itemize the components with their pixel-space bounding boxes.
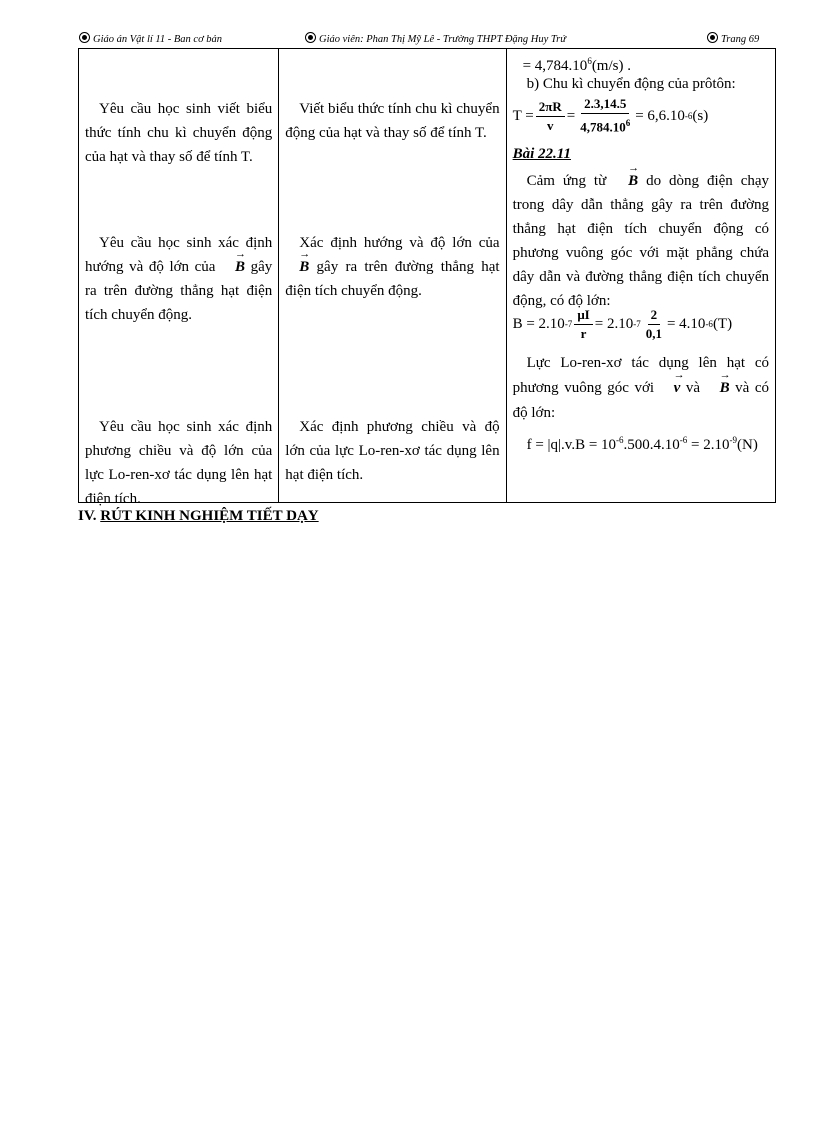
bullet-icon (707, 32, 718, 43)
lesson-table (78, 48, 776, 507)
exercise-title: Bài 22.11 (512, 146, 571, 162)
student-step-force: Xác định phương chiều và độ lớn của lực Lo-ren-xơ tác dụng lên hạt điện tích. (285, 419, 500, 483)
teacher-activity-cell (79, 49, 279, 507)
header-right: Trang 69 (707, 32, 759, 45)
bullet-icon (79, 32, 90, 43)
vector-b-symbol: → B (285, 255, 309, 279)
header-middle: Giáo viên: Phan Thị Mỹ Lê - Trường THPT Đặng Huy Trứ (305, 32, 566, 45)
field-formula: B = 2.10 -7 $\frac{\mu I}{r}$ = 2.10 -7 $\frac{2}{0,1}$ = 4.10 -6 (T) (512, 306, 733, 341)
field-explanation: Cảm ứng từ → B do dòng điện chạy trong dây dẫn thẳng gây ra trên đường thẳng hạt điện tích chuyển động có phương vuông góc với mặt phẳng chứa dây dẫn và đường thẳng điện tích chuyển động, có độ lớn: (513, 169, 769, 313)
vector-v-symbol: → v (660, 376, 681, 401)
teacher-step-period: Yêu cầu học sinh viết biểu thức tính chu kì chuyển động của hạt và thay số để tính T. (85, 101, 273, 165)
vector-b-symbol: → B (706, 376, 730, 401)
force-explanation: Lực Lo-ren-xơ tác dụng lên hạt có phương vuông góc với → v và → B và có độ lớn: (513, 351, 769, 426)
teacher-step-field: Yêu cầu học sinh xác định hướng và độ lớn của → B gây ra trên đường thẳng hạt điện tích chuyển động. (85, 231, 272, 327)
part-b-label: b) Chu kì chuyển động của prôtôn: (526, 76, 736, 92)
fraction: $\frac{\mu I}{r}$ (574, 306, 592, 343)
force-formula: $f = |q|.v.B = 10^{-6}.500.4.10^{-6} = 2.10^{-9}(N)$ (526, 435, 758, 453)
section-title: IV. RÚT KINH NGHIỆM TIẾT DẠY (78, 508, 319, 524)
page-header (79, 30, 776, 49)
header-left: Giáo án Vật lí 11 - Ban cơ bản (79, 32, 222, 45)
vector-b-symbol: → B (614, 169, 638, 193)
student-step-field: Xác định hướng và độ lớn của → B gây ra trên đường thẳng hạt điện tích chuyển động. (285, 231, 499, 303)
bullet-icon (305, 32, 316, 43)
period-formula: T = $\frac{2\pi R}{v}$ = $\frac{2.3,14.5}{4,784.10^6}$ = 6,6.10 -6 (s) (512, 96, 709, 135)
student-step-period: Viết biểu thức tính chu kì chuyển động của hạt và thay số để tính T. (285, 101, 500, 141)
fraction: $\frac{2\pi R}{v}$ (536, 98, 565, 135)
velocity-result: = $4,784.10^6(m/s)$ . (522, 56, 631, 74)
fraction: $\frac{2.3,14.5}{4,784.10^6}$ (580, 96, 631, 135)
teacher-step-force: Yêu cầu học sinh xác định phương chiều và độ lớn của lực Lo-ren-xơ tác dụng lên hạt điện tích. (85, 419, 273, 507)
content-cell (506, 49, 775, 503)
fraction: $\frac{2}{0,1}$ (645, 306, 662, 341)
student-activity-cell (279, 49, 506, 503)
vector-b-symbol: → B (221, 255, 245, 279)
